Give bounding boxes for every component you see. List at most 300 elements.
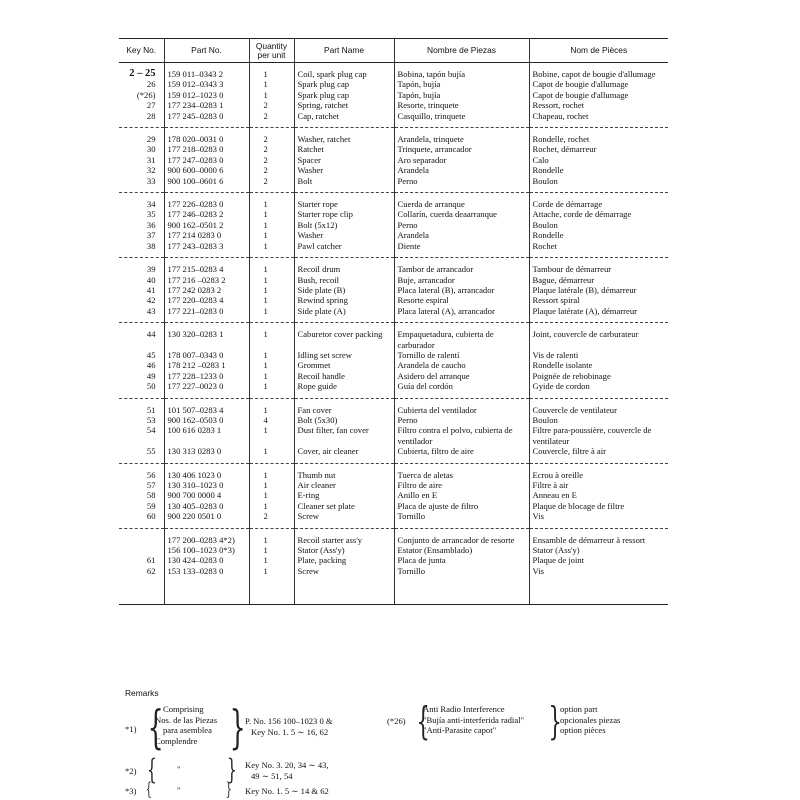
part-no-cell: 900 100–0601 6 — [164, 176, 249, 193]
parts-table — [119, 38, 668, 605]
table-row — [119, 511, 668, 528]
key-no-cell: 34 — [119, 193, 164, 210]
part-no-cell: 159 012–0343 3 — [164, 79, 249, 89]
key-no-cell: 41 — [146, 284, 156, 295]
part-name-cell: Spark plug cap — [294, 79, 394, 89]
quantity-cell: 1 — [249, 241, 294, 258]
part-no-cell: 177 228–1233 0 — [164, 371, 249, 381]
nombre-de-pieza-cell: Arandela — [394, 165, 529, 175]
remarks-section — [125, 686, 685, 800]
key-no-cell: 61 — [146, 555, 156, 566]
table-row — [119, 501, 668, 511]
key-no-cell: 50 — [146, 381, 156, 392]
key-no-cell: 2 – 25 — [129, 68, 156, 79]
remark-26-option: option part — [560, 704, 598, 714]
part-no-cell: 178 212 –0283 1 — [164, 360, 249, 370]
quantity-cell: 1 — [249, 398, 294, 415]
nombre-de-pieza-cell: Perno — [394, 220, 529, 230]
part-no-cell: 130 313 0283 0 — [164, 446, 249, 463]
part-name-cell: Screw — [294, 566, 394, 605]
part-name-cell: Recoil handle — [294, 371, 394, 381]
nom-de-piece-cell: Rondelle isolante — [529, 360, 668, 370]
part-name-cell: Cap, ratchet — [294, 111, 394, 128]
part-name-cell: Washer, ratchet — [294, 128, 394, 145]
nombre-de-pieza-cell: Empaquetadura, cubierta de carburador — [394, 323, 529, 350]
nom-de-piece-cell: Bague, démarreur — [529, 275, 668, 285]
part-name-cell: Recoil starter ass'y — [294, 528, 394, 545]
nom-de-piece-cell: Rochet, démarreur — [529, 144, 668, 154]
quantity-cell: 1 — [249, 480, 294, 490]
table-row — [119, 371, 668, 381]
remark-26-mark: (*26) — [387, 716, 406, 726]
nombre-de-pieza-cell: Perno — [394, 176, 529, 193]
part-no-cell: 130 310–1023 0 — [164, 480, 249, 490]
quantity-cell: 1 — [249, 285, 294, 295]
table-row — [119, 545, 668, 555]
nom-de-piece-cell: Boulon — [529, 220, 668, 230]
nombre-de-pieza-cell: Bobina, tapón bujía — [394, 63, 529, 80]
table-row — [119, 155, 668, 165]
key-no-cell: 45 — [146, 349, 156, 360]
quantity-cell: 2 — [249, 165, 294, 175]
key-no-cell: 58 — [146, 490, 156, 501]
nombre-de-pieza-cell: Tuerca de aletas — [394, 463, 529, 480]
quantity-cell: 1 — [249, 306, 294, 323]
nombre-de-pieza-cell: Perno — [394, 415, 529, 425]
nom-de-piece-cell: Ensamble de démarreur à ressort — [529, 528, 668, 545]
remark-26-line: Anti Radio Interference — [423, 704, 505, 714]
part-no-cell: 900 220 0501 0 — [164, 511, 249, 528]
remark-26-open-brace: { — [416, 699, 430, 743]
key-no-cell: 44 — [119, 323, 164, 350]
remark-2-ref-line: 49 ∼ 51, 54 — [251, 770, 293, 781]
quantity-cell: 1 — [249, 501, 294, 511]
part-name-cell: Caburetor cover packing — [294, 323, 394, 350]
nombre-de-pieza-cell: Tambor de arrancador — [394, 258, 529, 275]
quantity-cell: 1 — [249, 555, 294, 565]
part-no-cell: 177 214 0283 0 — [164, 230, 249, 240]
quantity-cell: 1 — [249, 230, 294, 240]
part-name-cell: Dust filter, fan cover — [294, 425, 394, 446]
part-no-cell: 900 162–0503 0 — [164, 415, 249, 425]
nombre-de-pieza-cell: Collarín, cuerda deaarranque — [394, 209, 529, 219]
nom-de-piece-cell: Capot de bougie d'allumage — [529, 79, 668, 89]
part-name-cell: Cover, air cleaner — [294, 446, 394, 463]
part-name-cell: Recoil drum — [294, 258, 394, 275]
nombre-de-pieza-cell: Trinquete, arrancador — [394, 144, 529, 154]
table-row — [119, 230, 668, 240]
nom-de-piece-cell: Vis — [529, 511, 668, 528]
part-no-cell: 900 700 0000 4 — [164, 490, 249, 500]
key-no-cell: 51 — [119, 398, 164, 415]
table-row — [119, 528, 668, 545]
nombre-de-pieza-cell: Placa de junta — [394, 555, 529, 565]
nom-de-piece-cell: Calo — [529, 155, 668, 165]
quantity-cell: 1 — [249, 193, 294, 210]
table-row — [119, 258, 668, 275]
table-row — [119, 285, 668, 295]
quantity-cell: 2 — [249, 128, 294, 145]
part-name-cell: Coil, spark plug cap — [294, 63, 394, 80]
remark-3-open-brace: { — [145, 779, 152, 800]
remark-2-mark: *2) — [125, 766, 137, 776]
nom-de-piece-cell: Capot de bougie d'allumage — [529, 90, 668, 100]
quantity-cell: 1 — [249, 258, 294, 275]
part-no-cell: 177 216 –0283 2 — [164, 275, 249, 285]
table-row — [119, 193, 668, 210]
nombre-de-pieza-cell: Estator (Ensamblado) — [394, 545, 529, 555]
part-name-cell: Bush, recoil — [294, 275, 394, 285]
key-no-cell: 55 — [146, 446, 156, 457]
part-name-cell: Fan cover — [294, 398, 394, 415]
remark-26-options — [560, 704, 620, 736]
nom-de-piece-cell: Filtre à air — [529, 480, 668, 490]
key-no-cell: 62 — [119, 566, 164, 605]
nom-de-piece-cell: Poignée de rebobinage — [529, 371, 668, 381]
nom-de-piece-cell: Vis — [529, 566, 668, 605]
table-row — [119, 165, 668, 175]
key-no-cell: 30 — [146, 144, 156, 155]
remark-1-line: Complendre — [155, 735, 198, 746]
table-row — [119, 209, 668, 219]
part-no-cell: 130 405–0283 0 — [164, 501, 249, 511]
key-no-cell: 54 — [146, 425, 156, 436]
part-no-cell: 177 227–0023 0 — [164, 381, 249, 398]
nombre-de-pieza-cell: Cuerda de arranque — [394, 193, 529, 210]
part-name-cell: Screw — [294, 511, 394, 528]
header-quantity: Quantity per unit — [249, 39, 294, 63]
table-row — [119, 415, 668, 425]
quantity-cell: 1 — [249, 566, 294, 605]
nom-de-piece-cell: Boulon — [529, 415, 668, 425]
nombre-de-pieza-cell: Filtro de aire — [394, 480, 529, 490]
table-row — [119, 490, 668, 500]
nombre-de-pieza-cell: Tornillo de ralentí — [394, 350, 529, 360]
key-no-cell: 49 — [146, 370, 156, 381]
nombre-de-pieza-cell: Placa lateral (B), arrancador — [394, 285, 529, 295]
quantity-cell: 2 — [249, 176, 294, 193]
quantity-cell: 1 — [249, 79, 294, 89]
remark-1-ref-line: P. No. 156 100–1023 0 & — [245, 716, 333, 726]
table-row — [119, 79, 668, 89]
nom-de-piece-cell: Plaque latérate (A), démarreur — [529, 306, 668, 323]
quantity-cell: 1 — [249, 360, 294, 370]
part-no-cell: 177 200–0283 4*2) — [164, 528, 249, 545]
part-name-cell: Cleaner set plate — [294, 501, 394, 511]
remark-1-open-brace: { — [147, 700, 164, 754]
nom-de-piece-cell: Corde de démarrage — [529, 193, 668, 210]
quantity-cell: 1 — [249, 350, 294, 360]
quantity-cell: 1 — [249, 446, 294, 463]
nombre-de-pieza-cell: Resorte espiral — [394, 295, 529, 305]
part-name-cell: Pawl catcher — [294, 241, 394, 258]
remark-2-reference — [245, 760, 329, 781]
nombre-de-pieza-cell: Cubierta, filtro de aire — [394, 446, 529, 463]
quantity-cell: 2 — [249, 144, 294, 154]
quantity-cell: 1 — [249, 63, 294, 80]
part-no-cell: 130 424–0283 0 — [164, 555, 249, 565]
part-no-cell: 159 011–0343 2 — [164, 63, 249, 80]
remark-3-mark: *3) — [125, 786, 137, 796]
nom-de-piece-cell: Anneau en E — [529, 490, 668, 500]
table-row — [119, 360, 668, 370]
part-name-cell: Spacer — [294, 155, 394, 165]
part-name-cell: Spark plug cap — [294, 90, 394, 100]
nom-de-piece-cell: Boulon — [529, 176, 668, 193]
quantity-cell: 1 — [249, 425, 294, 446]
nombre-de-pieza-cell: Arandela de caucho — [394, 360, 529, 370]
header-key-no: Key No. — [119, 39, 164, 63]
header-nombre-de-piezas: Nombre de Piezas — [394, 39, 529, 63]
nombre-de-pieza-cell: Arandela, trinquete — [394, 128, 529, 145]
nom-de-piece-cell: Plaque de joint — [529, 555, 668, 565]
nombre-de-pieza-cell: Resorte, trinquete — [394, 100, 529, 110]
nom-de-piece-cell: Plaque de blocage de filtre — [529, 501, 668, 511]
nombre-de-pieza-cell: Aro separador — [394, 155, 529, 165]
key-no-cell: 42 — [146, 295, 156, 306]
part-no-cell: 177 220–0283 4 — [164, 295, 249, 305]
part-no-cell: 130 406 1023 0 — [164, 463, 249, 480]
nombre-de-pieza-cell: Guía del cordón — [394, 381, 529, 398]
quantity-cell: 1 — [249, 275, 294, 285]
part-name-cell: Thumb nut — [294, 463, 394, 480]
nom-de-piece-cell: Rondelle, rochet — [529, 128, 668, 145]
table-row — [119, 463, 668, 480]
nom-de-piece-cell: Attache, corde de démarrage — [529, 209, 668, 219]
part-no-cell: 100 616 0283 1 — [164, 425, 249, 446]
header-nom-de-pieces: Nom de Pièces — [529, 39, 668, 63]
quantity-cell: 1 — [249, 209, 294, 219]
table-row — [119, 128, 668, 145]
part-name-cell: Idling set screw — [294, 350, 394, 360]
part-name-cell: Side plate (B) — [294, 285, 394, 295]
part-no-cell: 177 221–0283 0 — [164, 306, 249, 323]
key-no-cell: 26 — [146, 79, 156, 90]
nom-de-piece-cell: Vis de ralenti — [529, 350, 668, 360]
key-no-cell: 53 — [146, 414, 156, 425]
key-no-cell: 57 — [146, 480, 156, 490]
part-name-cell: Ratchet — [294, 144, 394, 154]
quantity-cell: 1 — [249, 528, 294, 545]
key-no-cell: 40 — [146, 274, 156, 285]
table-row — [119, 275, 668, 285]
part-no-cell: 177 234–0283 1 — [164, 100, 249, 110]
remark-1-close-brace: } — [229, 700, 246, 754]
nombre-de-pieza-cell: Cubierta del ventilador — [394, 398, 529, 415]
part-name-cell: Side plate (A) — [294, 306, 394, 323]
table-row — [119, 90, 668, 100]
part-no-cell: 178 020–0031 0 — [164, 128, 249, 145]
table-row — [119, 144, 668, 154]
part-name-cell: Rewind spring — [294, 295, 394, 305]
header-part-name: Part Name — [294, 39, 394, 63]
key-no-cell: 38 — [146, 240, 156, 251]
part-no-cell: 900 162–0501 2 — [164, 220, 249, 230]
nombre-de-pieza-cell: Tornillo — [394, 511, 529, 528]
key-no-cell: 43 — [146, 305, 156, 316]
parts-table-body — [119, 63, 668, 605]
key-no-cell: 56 — [119, 463, 164, 480]
nom-de-piece-cell: Couvercle, filtre à air — [529, 446, 668, 463]
remark-2-open-brace: { — [147, 753, 157, 786]
nom-de-piece-cell: Ecrou à oreille — [529, 463, 668, 480]
table-row — [119, 323, 668, 350]
part-name-cell: Grommet — [294, 360, 394, 370]
key-no-cell — [119, 528, 164, 545]
key-no-cell: 28 — [146, 110, 156, 121]
part-name-cell: E-ring — [294, 490, 394, 500]
quantity-cell: 1 — [249, 545, 294, 555]
key-no-cell: 27 — [146, 100, 156, 111]
table-row — [119, 480, 668, 490]
part-no-cell: 177 243–0283 3 — [164, 241, 249, 258]
quantity-cell: 1 — [249, 90, 294, 100]
quantity-cell: 2 — [249, 100, 294, 110]
key-no-cell: 29 — [119, 128, 164, 145]
quantity-cell: 2 — [249, 155, 294, 165]
table-row — [119, 566, 668, 605]
quantity-cell: 1 — [249, 490, 294, 500]
nombre-de-pieza-cell: Conjunto de arrancador de resorte — [394, 528, 529, 545]
part-name-cell: Plate, packing — [294, 555, 394, 565]
table-row — [119, 63, 668, 80]
key-no-cell: 59 — [146, 500, 156, 511]
nombre-de-pieza-cell: Diente — [394, 241, 529, 258]
part-no-cell: 177 215–0283 4 — [164, 258, 249, 275]
part-no-cell: 900 600–0000 6 — [164, 165, 249, 175]
nom-de-piece-cell: Chapeau, rochet — [529, 111, 668, 128]
quantity-cell: 1 — [249, 323, 294, 350]
part-no-cell: 177 247–0283 0 — [164, 155, 249, 165]
remark-1-line: para asemblea — [163, 725, 212, 735]
part-name-cell: Spring, ratchet — [294, 100, 394, 110]
part-name-cell: Starter rope — [294, 193, 394, 210]
table-row — [119, 111, 668, 128]
nom-de-piece-cell: Filtre para-poussière, couvercle de ventilateur — [529, 425, 668, 446]
remark-1-line: Nos. de las Piezas — [155, 714, 218, 725]
table-row — [119, 381, 668, 398]
remark-2-ref-line: Key No. 3. 20, 34 ∼ 43, — [245, 760, 329, 770]
part-name-cell: Rope guide — [294, 381, 394, 398]
nom-de-piece-cell: Couvercle de ventilateur — [529, 398, 668, 415]
key-no-cell — [119, 545, 164, 555]
table-row — [119, 350, 668, 360]
part-no-cell: 177 246–0283 2 — [164, 209, 249, 219]
table-row — [119, 176, 668, 193]
part-name-cell: Starter rope clip — [294, 209, 394, 219]
key-no-cell: (*26) — [136, 89, 156, 100]
part-name-cell: Bolt — [294, 176, 394, 193]
nombre-de-pieza-cell: Arandela — [394, 230, 529, 240]
nom-de-piece-cell: Joint, couvercle de carburateur — [529, 323, 668, 350]
remark-1-line: Comprising — [163, 704, 204, 714]
part-name-cell: Stator (Ass'y) — [294, 545, 394, 555]
nom-de-piece-cell: Stator (Ass'y) — [529, 545, 668, 555]
remark-1-mark: *1) — [125, 724, 137, 734]
key-no-cell: 32 — [146, 165, 156, 176]
table-row — [119, 220, 668, 230]
table-row — [119, 446, 668, 463]
nom-de-piece-cell: Rochet — [529, 241, 668, 258]
table-row — [119, 306, 668, 323]
nom-de-piece-cell: Ressort, rochet — [529, 100, 668, 110]
nombre-de-pieza-cell: Buje, arrancador — [394, 275, 529, 285]
part-name-cell: Washer — [294, 165, 394, 175]
nombre-de-pieza-cell: Tornillo — [394, 566, 529, 605]
quantity-cell: 2 — [249, 511, 294, 528]
remark-2-ditto: " — [177, 764, 181, 774]
remark-1-ref-line: Key No. 1. 5 ∼ 16, 62 — [251, 726, 329, 737]
table-row — [119, 555, 668, 565]
remark-3-close-brace: } — [225, 779, 232, 800]
part-no-cell: 130 320–0283 1 — [164, 323, 249, 350]
key-no-cell: 46 — [146, 360, 156, 371]
remark-26-option: opcionales piezas — [560, 714, 621, 725]
key-no-cell: 36 — [146, 219, 156, 230]
part-no-cell: 177 218–0283 0 — [164, 144, 249, 154]
nom-de-piece-cell: Rondelle — [529, 230, 668, 240]
remark-26-line: "Bujía anti-interferida radial" — [423, 714, 525, 725]
nombre-de-pieza-cell: Asidero del arranque — [394, 371, 529, 381]
quantity-cell: 4 — [249, 415, 294, 425]
quantity-cell: 2 — [249, 111, 294, 128]
key-no-cell: 33 — [146, 175, 156, 186]
key-no-cell: 60 — [146, 511, 156, 522]
remark-2-close-brace: } — [227, 753, 237, 786]
part-no-cell: 177 245–0283 0 — [164, 111, 249, 128]
part-name-cell: Bolt (5x30) — [294, 415, 394, 425]
table-row — [119, 295, 668, 305]
part-no-cell: 177 242 0283 2 — [164, 285, 249, 295]
table-row — [119, 425, 668, 446]
header-part-no: Part No. — [164, 39, 249, 63]
nom-de-piece-cell: Gyide de cordon — [529, 381, 668, 398]
part-no-cell: 177 226–0283 0 — [164, 193, 249, 210]
remark-1-reference — [245, 716, 333, 737]
part-name-cell: Bolt (5x12) — [294, 220, 394, 230]
nombre-de-pieza-cell: Placa de ajuste de filtro — [394, 501, 529, 511]
remark-26-option: option pièces — [560, 725, 606, 735]
nombre-de-pieza-cell: Anillo en E — [394, 490, 529, 500]
part-no-cell: 101 507–0283 4 — [164, 398, 249, 415]
part-no-cell: 153 133–0283 0 — [164, 566, 249, 605]
nombre-de-pieza-cell: Filtro contra el polvo, cubierta de ventilador — [394, 425, 529, 446]
nombre-de-pieza-cell: Tapón, bujía — [394, 90, 529, 100]
quantity-cell: 1 — [249, 295, 294, 305]
table-row — [119, 398, 668, 415]
nombre-de-pieza-cell: Casquillo, trinquete — [394, 111, 529, 128]
remark-26-line: "Anti-Parasite capot" — [423, 725, 497, 735]
quantity-cell: 1 — [249, 463, 294, 480]
quantity-cell: 1 — [249, 220, 294, 230]
nombre-de-pieza-cell: Placa lateral (A), arrancador — [394, 306, 529, 323]
table-row — [119, 241, 668, 258]
remark-26-text — [423, 704, 524, 736]
nom-de-piece-cell: Tambour de démarreur — [529, 258, 668, 275]
parts-table-header — [119, 39, 668, 63]
key-no-cell: 35 — [146, 209, 156, 220]
nom-de-piece-cell: Rondelle — [529, 165, 668, 175]
part-no-cell: 156 100–1023 0*3) — [164, 545, 249, 555]
remark-1-text — [155, 704, 217, 746]
remarks-title: Remarks — [125, 688, 159, 698]
part-name-cell: Air cleaner — [294, 480, 394, 490]
nom-de-piece-cell: Bobine, capot de bougie d'allumage — [529, 63, 668, 80]
nom-de-piece-cell: Plaque latérale (B), démarreur — [529, 285, 668, 295]
table-row — [119, 100, 668, 110]
quantity-cell: 1 — [249, 381, 294, 398]
key-no-cell: 31 — [146, 154, 156, 165]
